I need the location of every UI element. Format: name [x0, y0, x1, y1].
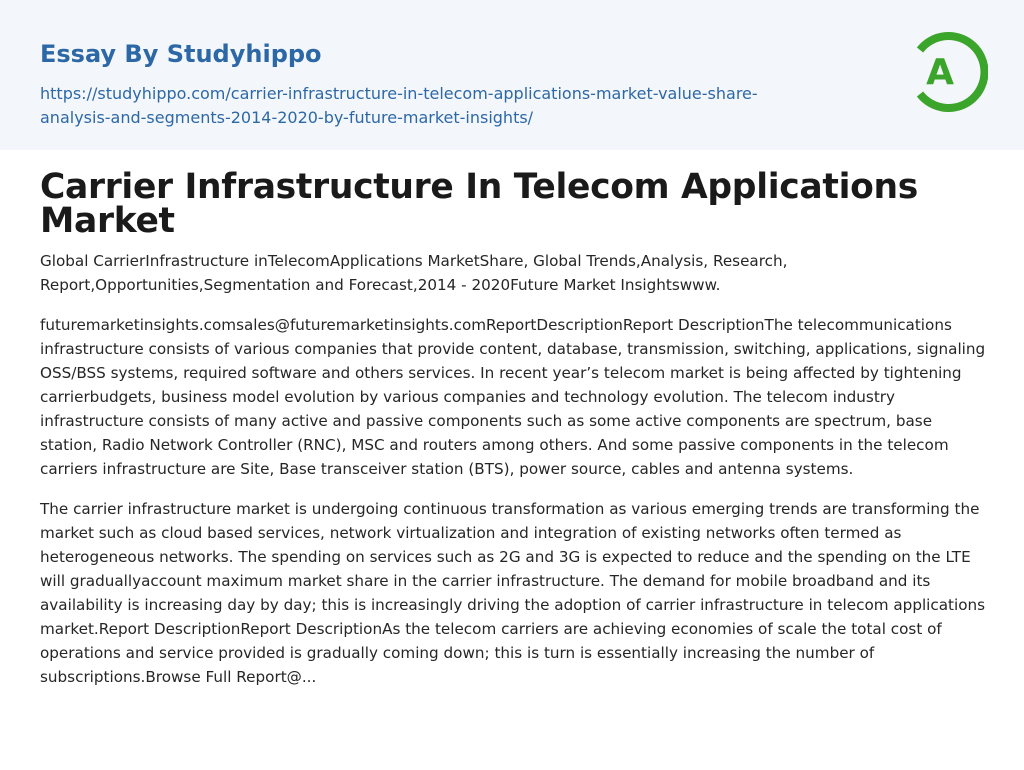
article-body [40, 249, 988, 705]
article-paragraph: futuremarketinsights.comsales@futuremarketinsights.comReportDescriptionReport DescriptionThe telecommunications infrastructure consists of various companies that provide content, database, transmission, switching, applications, signaling OSS/BSS systems, required software and others services. In recent year’s telecom market is being affected by tightening carrierbudgets, business model evolution by various companies and technology evolution. The telecom industry infrastructure consists of many active and passive components such as some active components are spectrum, base station, Radio Network Controller (RNC), MSC and routers among others. And some passive components in the telecom carriers infrastructure are Site, Base transceiver station (BTS), power source, cables and antenna systems. [40, 316, 986, 478]
article-paragraph: Global CarrierInfrastructure inTelecomApplications MarketShare, Global Trends,Analysis, Research, Report,Opportunities,Segmentation and Forecast,2014 - 2020Future Market Insightswww. [40, 252, 788, 294]
article-title: Carrier Infrastructure In Telecom Applications Market [40, 167, 918, 241]
source-url-link[interactable] [40, 82, 820, 130]
brand-title[interactable]: Essay By Studyhippo [40, 40, 322, 68]
source-url-line-2[interactable]: analysis-and-segments-2014-2020-by-future-market-insights/ [40, 108, 534, 127]
logo-letter: A [926, 52, 954, 93]
article-paragraph: The carrier infrastructure market is undergoing continuous transformation as various emerging trends are transforming the market such as cloud based services, network virtualization and integration of existing networks often termed as heterogeneous networks. The spending on services such as 2G and 3G is expected to reduce and the spending on the LTE will graduallyaccount maximum market share in the carrier infrastructure. The demand for mobile broadband and its availability is increasing day by day; this is increasingly driving the adoption of carrier infrastructure in telecom applications market.Report DescriptionReport DescriptionAs the telecom carriers are achieving economies of scale the total cost of operations and service provided is gradually coming down; this is turn is essentially increasing the number of subscriptions.Browse Full Report@... [40, 500, 986, 686]
studyhippo-logo-icon[interactable] [908, 28, 988, 116]
source-url-line-1[interactable]: https://studyhippo.com/carrier-infrastructure-in-telecom-applications-market-value-share- [40, 84, 758, 103]
page-header [0, 0, 1024, 150]
